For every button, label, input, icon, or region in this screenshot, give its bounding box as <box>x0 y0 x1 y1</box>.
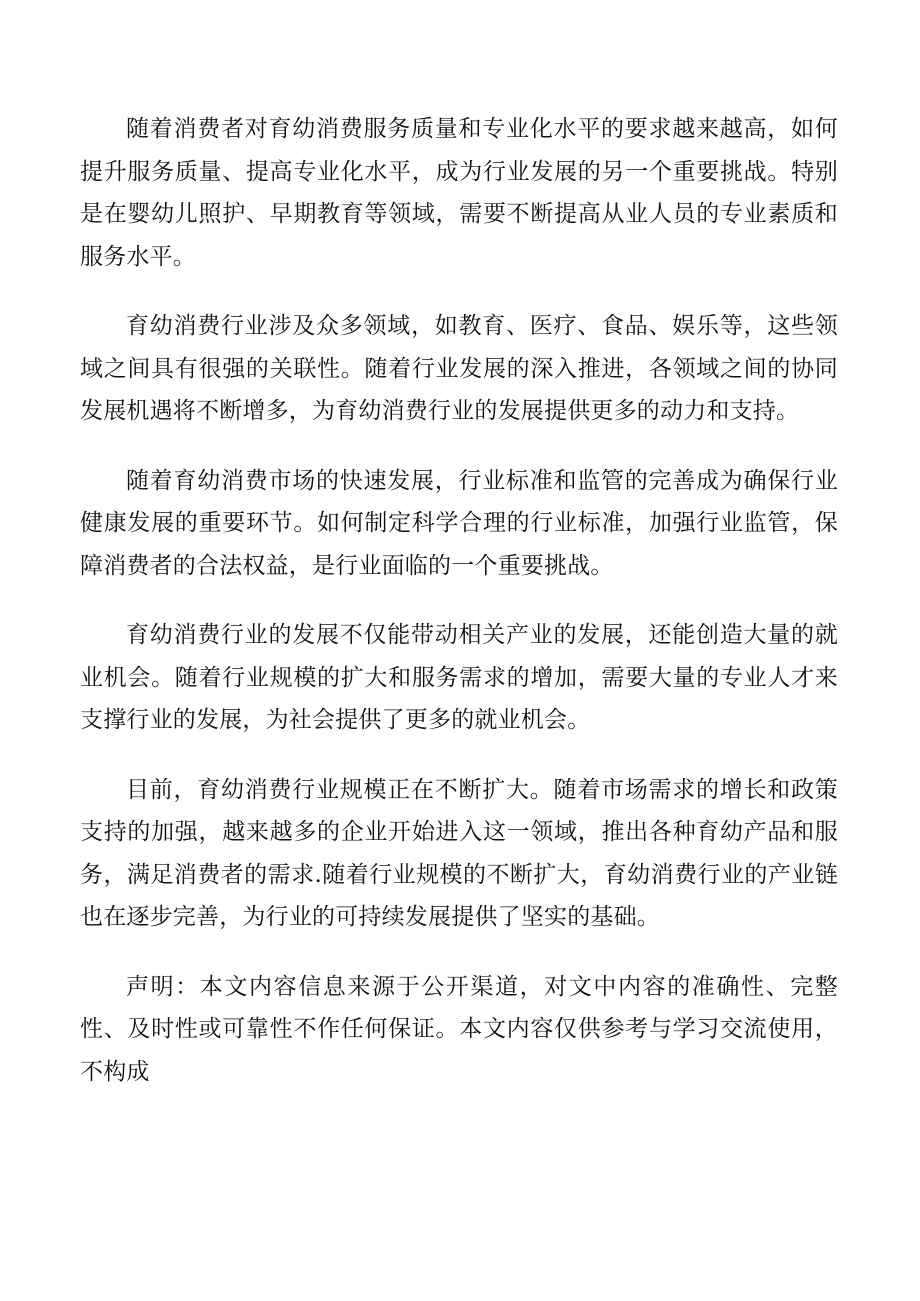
paragraph-related-fields: 育幼消费行业涉及众多领域，如教育、医疗、食品、娱乐等，这些领域之间具有很强的关联性。随着行业发展的深入推进，各领域之间的协同发展机遇将不断增多，为育幼消费行业的发展提供更多的动力和支持。 <box>80 313 838 424</box>
document-page <box>80 108 838 1120</box>
paragraph-standards-regulation: 随着育幼消费市场的快速发展，行业标准和监管的完善成为确保行业健康发展的重要环节。如何制定科学合理的行业标准，加强行业监管，保障消费者的合法权益，是行业面临的一个重要挑战。 <box>80 467 838 579</box>
paragraph-employment: 育幼消费行业的发展不仅能带动相关产业的发展，还能创造大量的就业机会。随着行业规模的扩大和服务需求的增加，需要大量的专业人才来支撑行业的发展，为社会提供了更多的就业机会。 <box>80 622 838 733</box>
paragraph-industry-scale: 目前，育幼消费行业规模正在不断扩大。随着市场需求的增长和政策支持的加强，越来越多的企业开始进入这一领域，推出各种育幼产品和服务，满足消费者的需求.随着行业规模的不断扩大，育幼消费行业的产业链也在逐步完善，为行业的可持续发展提供了坚实的基础。 <box>80 776 838 930</box>
paragraph-disclaimer: 声明：本文内容信息来源于公开渠道，对文中内容的准确性、完整性、及时性或可靠性不作任何保证。本文内容仅供参考与学习交流使用，不构成 <box>80 973 838 1085</box>
paragraph-service-quality: 随着消费者对育幼消费服务质量和专业化水平的要求越来越高，如何提升服务质量、提高专业化水平，成为行业发展的另一个重要挑战。特别是在婴幼儿照护、早期教育等领域，需要不断提高从业人员的专业素质和服务水平。 <box>80 116 838 270</box>
